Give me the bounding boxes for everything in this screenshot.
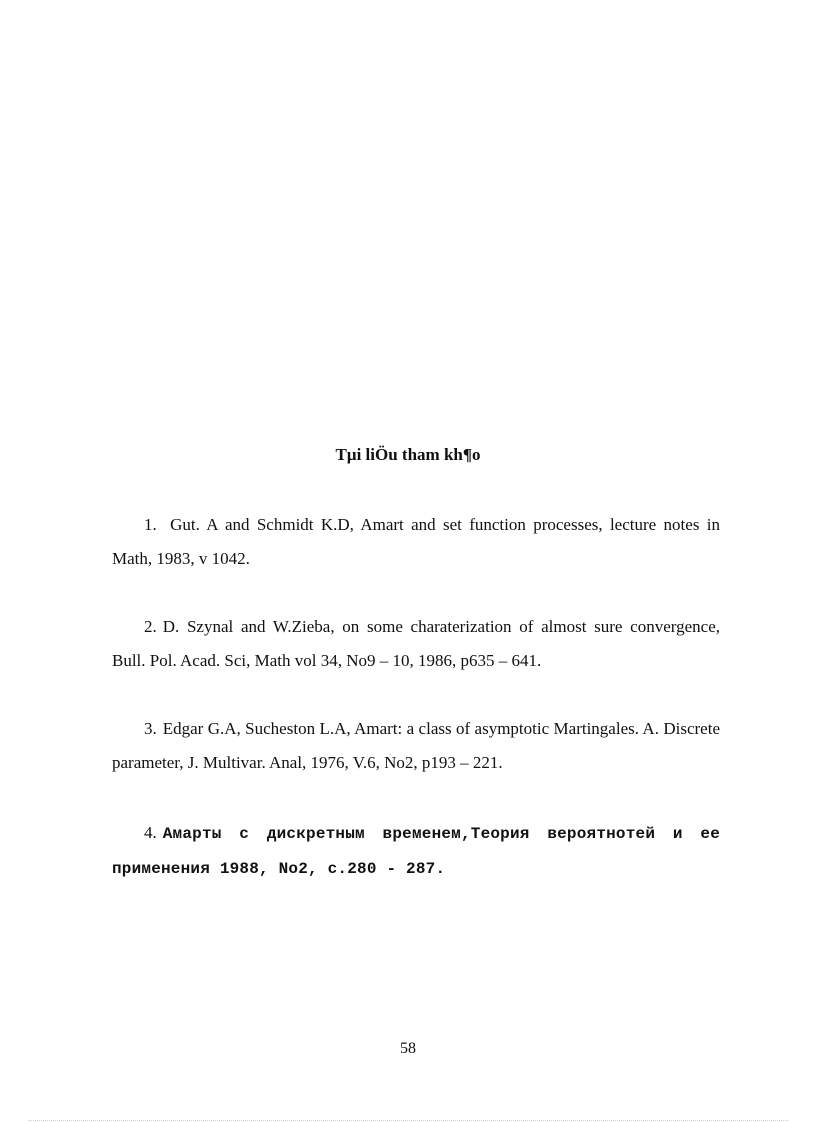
reference-1-number: 1. bbox=[144, 515, 157, 534]
reference-1-text: Gut. A and Schmidt K.D, Amart and set function processes, lecture notes in Math, 1983, v 1042. bbox=[112, 515, 721, 568]
reference-3-text: Edgar G.A, Sucheston L.A, Amart: a class of asymptotic Martingales. A. Discrete parameter, J. Multivar. Anal, 1976, V.6, No2, p193 – 221. bbox=[112, 719, 720, 772]
reference-3-number: 3. bbox=[144, 719, 157, 738]
reference-2-number: 2. bbox=[144, 617, 157, 636]
reference-3 bbox=[112, 712, 720, 780]
page-number: 58 bbox=[400, 1040, 416, 1057]
reference-2 bbox=[112, 610, 720, 678]
reference-2-text: D. Szynal and W.Zieba, on some charaterization of almost sure convergence, Bull. Pol. Acad. Sci, Math vol 34, No9 – 10, 1986, p635 – 641. bbox=[112, 617, 720, 670]
page-title: Tµi liÖu tham kh¶o bbox=[335, 445, 481, 464]
reference-4-text: Амарты с дискретным временем,Теория вероятнотей и ее применения 1988, No2, с.280 - 287. bbox=[112, 825, 720, 878]
reference-4-number: 4. bbox=[144, 823, 157, 842]
reference-4 bbox=[112, 816, 720, 886]
page-bottom-divider bbox=[28, 1120, 788, 1121]
reference-1 bbox=[112, 508, 720, 576]
